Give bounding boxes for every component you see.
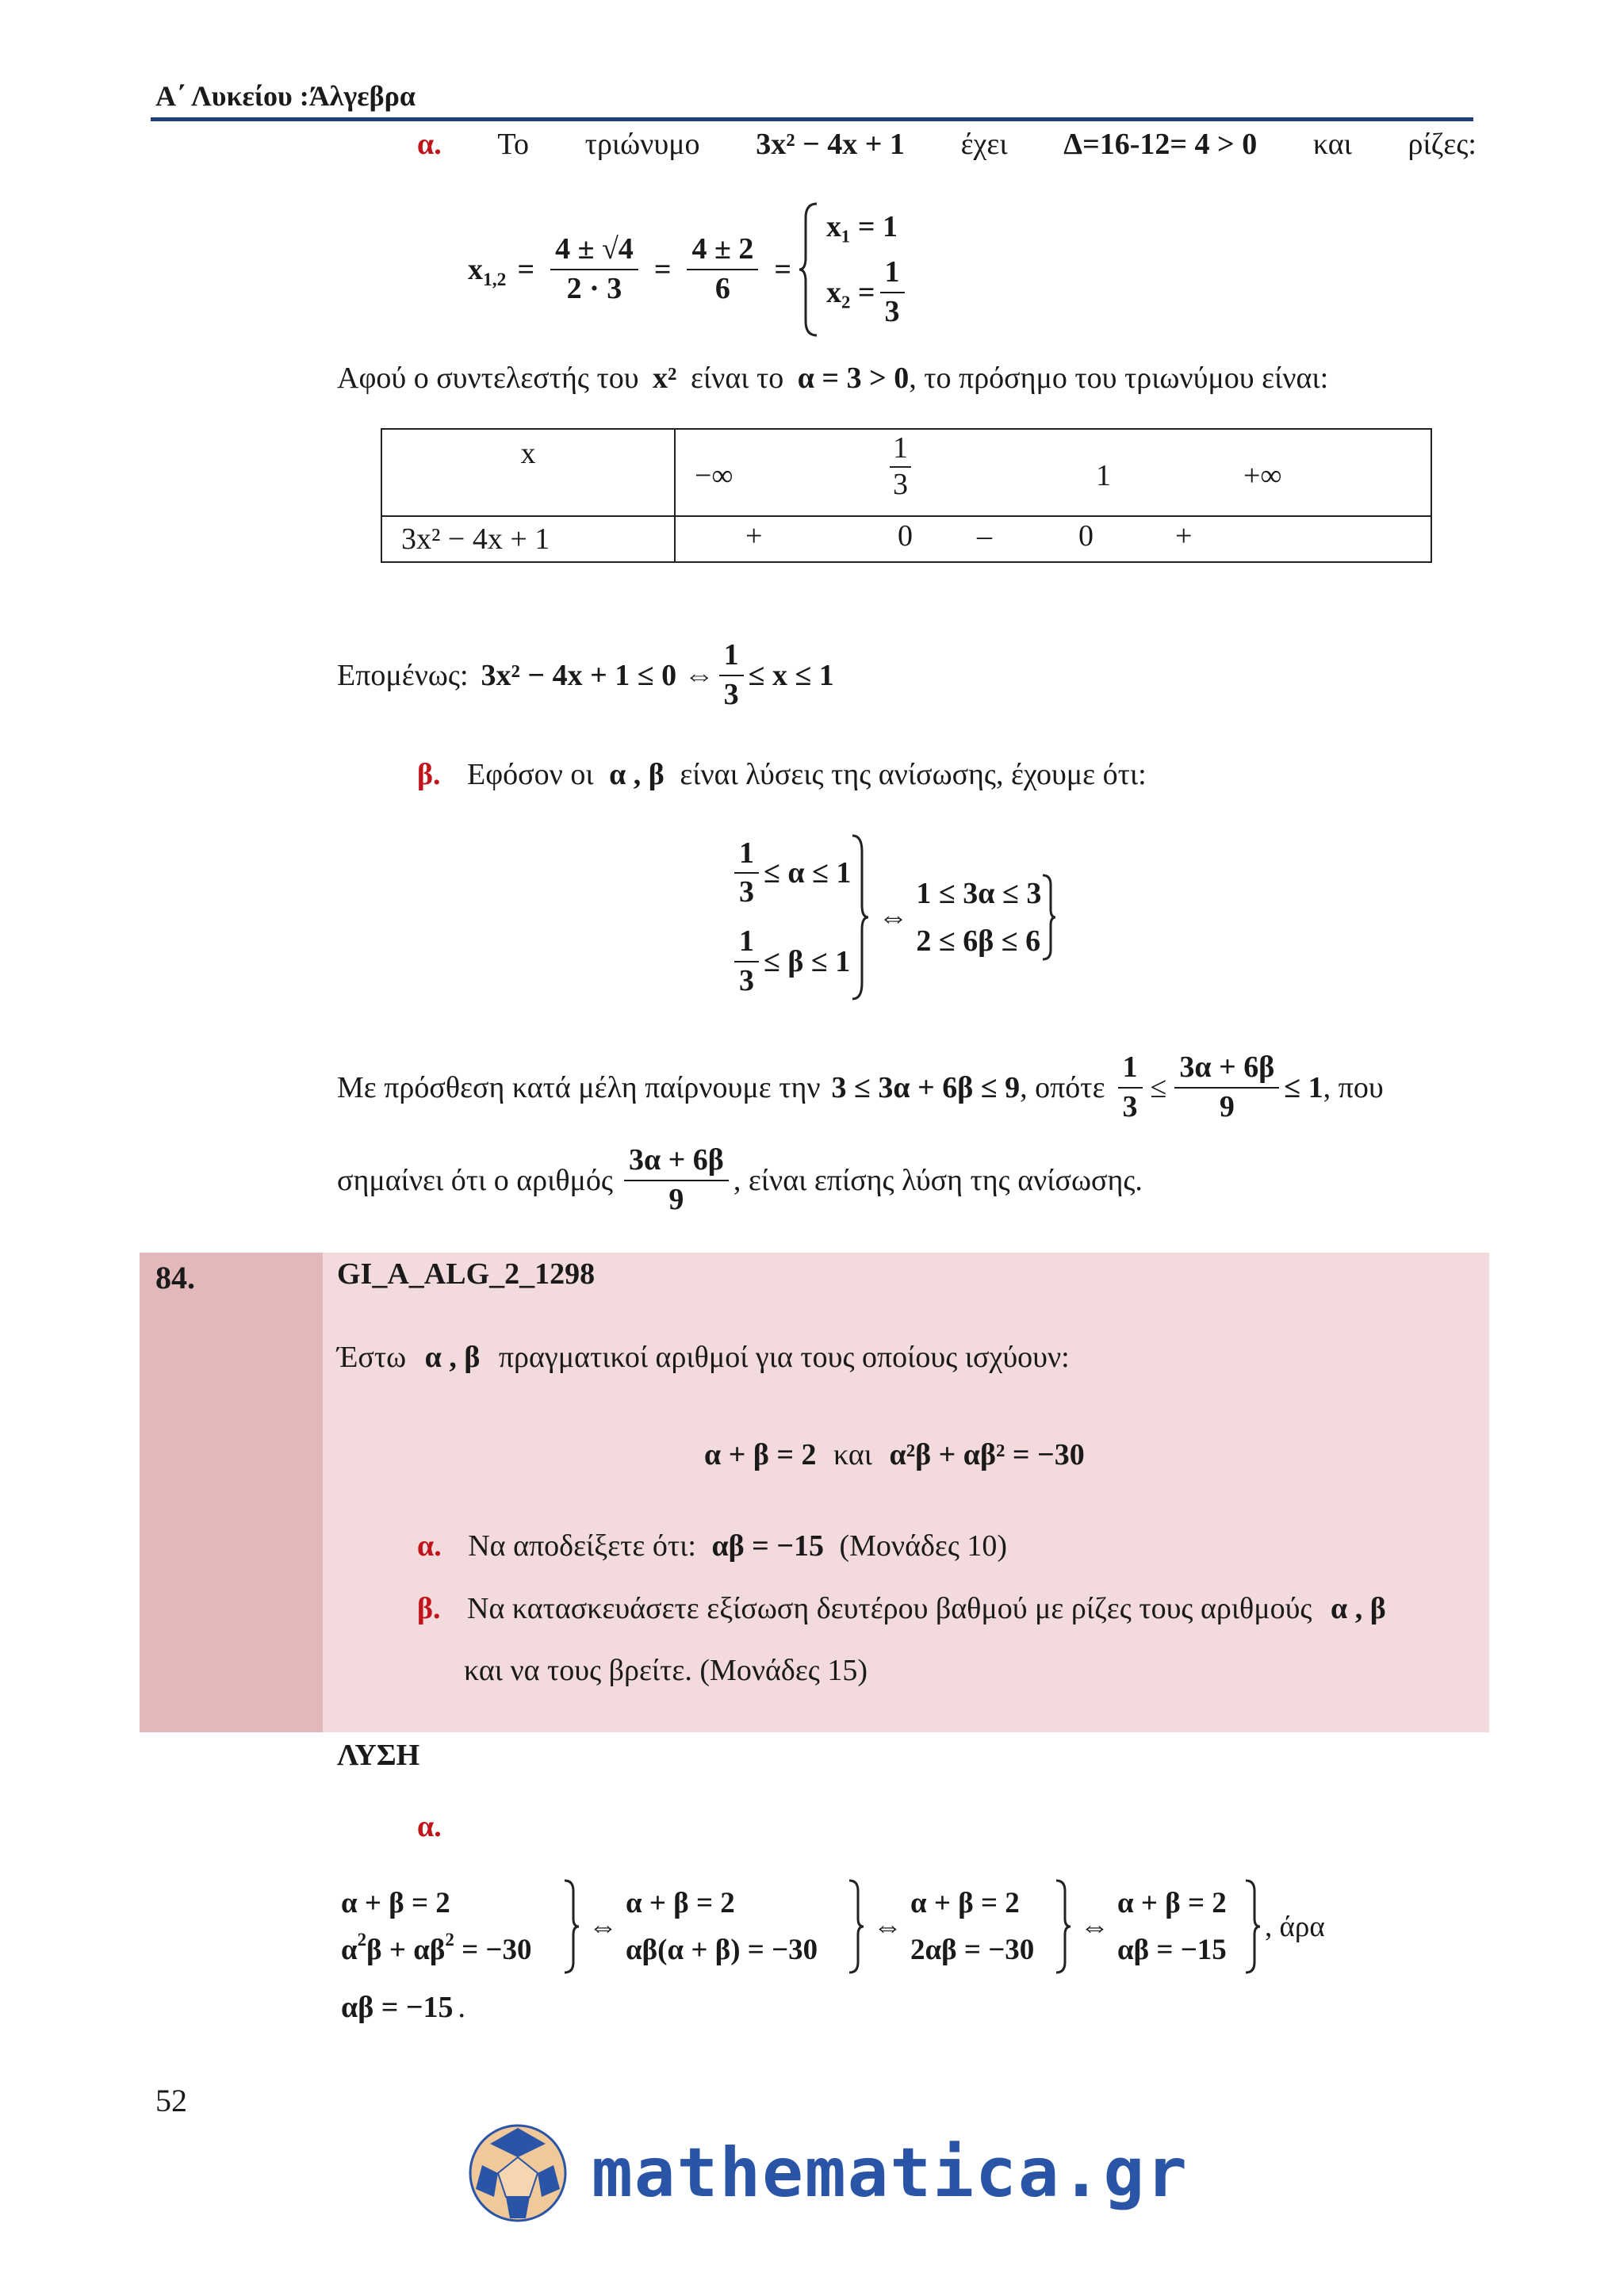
- part-b-intro: β. Εφόσον οι α , β είναι λύσεις της ανίσωσης, έχουμε ότι:: [417, 758, 1147, 791]
- sign-table-header-x: x: [381, 429, 675, 516]
- point-plus-infinity: +∞: [1243, 459, 1282, 492]
- exercise-conditions: α + β = 2 και α²β + αβ² = −30: [704, 1438, 1085, 1471]
- roots-lhs: $x_{1,2}$: [468, 253, 507, 291]
- page-header-title: Α΄ Λυκείου :Άλγεβρα: [155, 80, 416, 112]
- polyhedron-logo-icon: [466, 2122, 569, 2225]
- coefficient-sentence: Αφού ο συντελεστής του x² είναι το α = 3 > 0, το πρόσημο του τριωνύμου είναι:: [337, 362, 1329, 395]
- system-line: αβ = −15: [1117, 1934, 1227, 1966]
- equals-sign: =: [517, 253, 535, 286]
- header-rule: [151, 117, 1473, 121]
- system-line: α + β = 2: [910, 1887, 1020, 1919]
- sign-cell: 0: [898, 519, 913, 553]
- iff-symbol: ⇔: [878, 901, 909, 934]
- ara-text: , άρα: [1265, 1910, 1325, 1943]
- sign-table: [381, 428, 1432, 563]
- intro-word: έχει: [960, 128, 1008, 161]
- part-b-system: $\frac{1}{3}$ ≤ α ≤ 1 $\frac{1}{3}$ ≤ β ≤ 1 ⇔ 1 ≤ 3α ≤ 3 2 ≤ 6β ≤ 6: [730, 834, 1057, 1001]
- roots-formula: [468, 202, 910, 337]
- intro-word: τριώνυμο: [584, 128, 700, 161]
- exercise-statement: Έστω α , β πραγματικοί αριθμοί για τους οποίους ισχύουν:: [337, 1341, 1070, 1374]
- system-line: $\alpha^2\beta + \alpha\beta^2 = -30$: [341, 1929, 532, 1966]
- right-curly-brace: [1041, 874, 1057, 961]
- right-curly-brace: [563, 1879, 580, 1974]
- sign-cell: +: [745, 519, 763, 553]
- part-a-label: α.: [417, 128, 442, 161]
- coef-value: α = 3 > 0: [797, 362, 910, 395]
- left-curly-brace: [798, 202, 820, 337]
- means-line: σημαίνει ότι ο αριθμός $\frac{3\alpha + 6\beta}{9}$ , είναι επίσης λύση της ανίσωσης.: [337, 1143, 1143, 1216]
- mathematica-logo: [466, 2122, 1189, 2225]
- system-line: 2αβ = −30: [910, 1934, 1035, 1966]
- part-a-intro: [417, 127, 1477, 162]
- question-b: β. Να κατασκευάσετε εξίσωση δευτέρου βαθμού με ρίζες τους αριθμούς α , β: [417, 1592, 1386, 1625]
- roots-frac-2: $\frac{4 \pm 2}{6}$: [687, 232, 758, 306]
- logo-text: mathematica.gr: [592, 2133, 1189, 2213]
- sign-table-points: [675, 429, 1431, 516]
- intro-word: Το: [497, 128, 529, 161]
- roots-frac-1: $\frac{4 \pm √4}{2 \cdot 3}$: [550, 232, 638, 306]
- solution-final: αβ = −15 .: [341, 1991, 466, 2024]
- right-curly-brace: [1244, 1879, 1262, 1974]
- equals-sign: =: [653, 253, 672, 286]
- iff-symbol: ⇔: [1080, 1910, 1109, 1943]
- system-line: α + β = 2: [1117, 1887, 1227, 1919]
- root-x2: x₂ = $\frac{1}{3}$: [826, 255, 910, 329]
- system-line: α + β = 2: [341, 1887, 450, 1919]
- question-a: α. Να αποδείξετε ότι: αβ = −15 (Μονάδες 10): [417, 1529, 1008, 1563]
- intro-word: και: [1312, 128, 1352, 161]
- solution-system-chain: [341, 1879, 1325, 1974]
- solution-title: ΛΥΣΗ: [337, 1739, 420, 1772]
- exercise-number: 84.: [155, 1260, 195, 1295]
- coef-x2: x²: [653, 362, 677, 395]
- sign-cell: +: [1175, 519, 1193, 553]
- exercise-code: GI_A_ALG_2_1298: [337, 1257, 596, 1291]
- exercise-number-column: [140, 1253, 323, 1732]
- question-b-continued: και να τους βρείτε. (Μονάδες 15): [464, 1654, 868, 1687]
- point-one-third: 1 3: [890, 431, 911, 502]
- trinomial: 3x² − 4x + 1: [756, 128, 905, 161]
- intro-word: ρίζες:: [1408, 128, 1477, 161]
- sign-cell: 0: [1078, 519, 1094, 553]
- discriminant: Δ=16-12= 4 > 0: [1063, 128, 1258, 161]
- solution-part-a-label: α.: [417, 1810, 442, 1843]
- right-curly-brace: [851, 834, 870, 1001]
- point-one: 1: [1096, 459, 1111, 492]
- page-number: 52: [155, 2083, 187, 2118]
- equals-sign: =: [774, 253, 791, 286]
- sign-cell: –: [977, 519, 992, 553]
- right-curly-brace: [848, 1879, 865, 1974]
- iff-symbol: ⇔: [873, 1910, 902, 1943]
- sign-table-signs: [675, 516, 1431, 562]
- system-line: αβ(α + β) = −30: [626, 1934, 818, 1966]
- root-x1: x₁ = 1: [825, 210, 898, 244]
- roots-cases: [826, 209, 910, 329]
- system-line: α + β = 2: [626, 1887, 735, 1919]
- sum-line: Με πρόσθεση κατά μέλη παίρνουμε την 3 ≤ 3α + 6β ≤ 9 , οπότε $\frac{1}{3}$ ≤ $\frac{3\alpha + 6\beta}{9}$ ≤ 1 , που: [337, 1050, 1384, 1123]
- iff-symbol: ⇔: [588, 1910, 618, 1943]
- therefore-line: Επομένως: 3x² − 4x + 1 ≤ 0 ⇔ $\frac{1}{3}$ ≤ x ≤ 1: [337, 638, 834, 711]
- right-curly-brace: [1055, 1879, 1072, 1974]
- point-minus-infinity: −∞: [695, 459, 733, 492]
- sign-table-row-label: 3x² − 4x + 1: [381, 516, 675, 562]
